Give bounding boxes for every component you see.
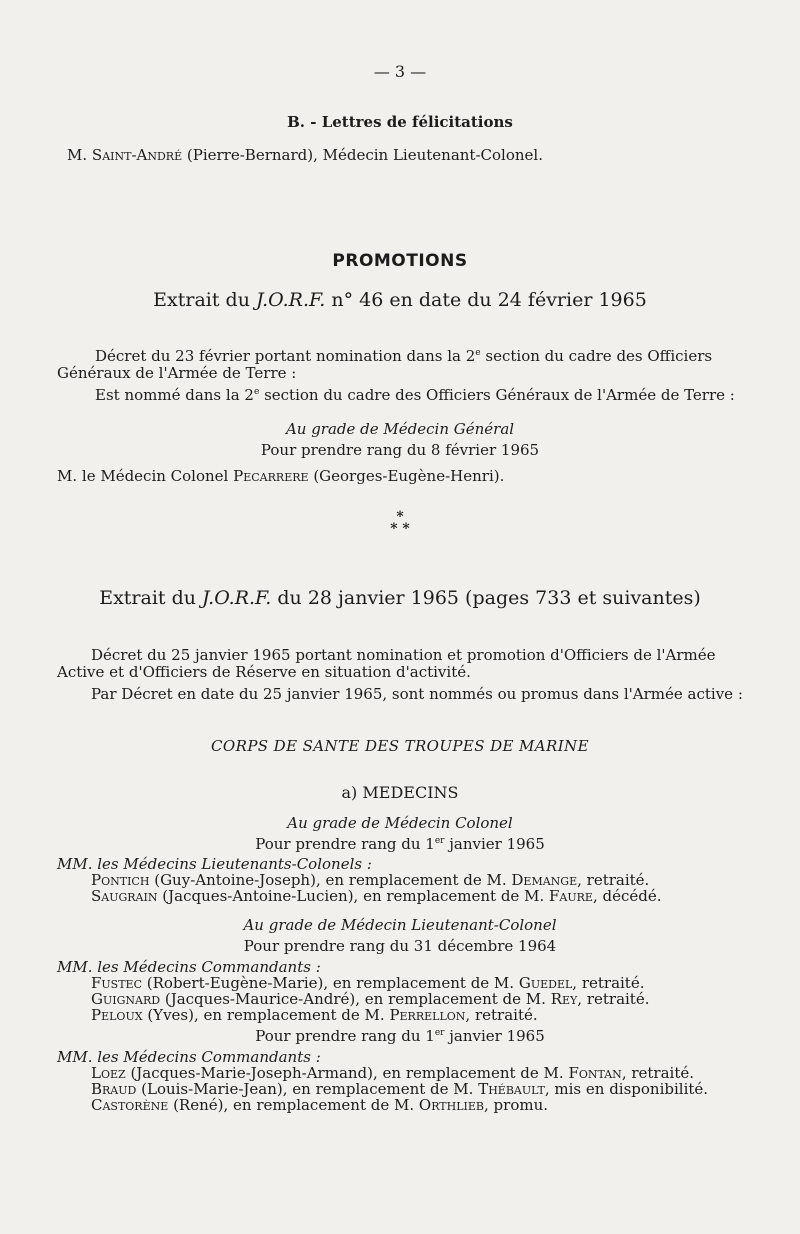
decree-1-line-2: Généraux de l'Armée de Terre : bbox=[57, 364, 297, 382]
corps-heading: CORPS DE SANTE DES TROUPES DE MARINE bbox=[211, 737, 589, 755]
person-name: Braud bbox=[91, 1080, 137, 1098]
person-name: Saugrain bbox=[91, 887, 158, 905]
person-name: Pontich bbox=[91, 871, 150, 889]
rank-date-colonel: Pour prendre rang du 1er janvier 1965 bbox=[255, 835, 545, 853]
asterism-top: * bbox=[396, 509, 404, 525]
person-name: Peloux bbox=[91, 1006, 143, 1024]
decree-1-line-3: Est nommé dans la 2e section du cadre des Officiers Généraux de l'Armée de Terre : bbox=[95, 386, 735, 404]
rank-date-1: Pour prendre rang du 8 février 1965 bbox=[260, 441, 540, 459]
promotions-title: PROMOTIONS bbox=[332, 251, 468, 271]
decree-2-line-2: Active et d'Officiers de Réserve en situation d'activité. bbox=[57, 663, 471, 681]
section-b-heading: B. - Lettres de félicitations bbox=[287, 113, 513, 131]
list-item: Loez (Jacques-Marie-Joseph-Armand), en remplacement de M. Fontan, retraité. bbox=[91, 1064, 695, 1082]
list-item: Pontich (Guy-Antoine-Joseph), en remplacement de M. Demange, retraité. bbox=[91, 871, 650, 889]
list-item: Braud (Louis-Marie-Jean), en remplacement de M. Thébault, mis en disponibilité. bbox=[91, 1080, 709, 1098]
decree-1-line-1: Décret du 23 février portant nomination dans la 2e section du cadre des Officiers bbox=[95, 347, 713, 365]
list-item: Peloux (Yves), en remplacement de M. Perrellon, retraité. bbox=[91, 1006, 538, 1024]
grade-heading-general: Au grade de Médecin Général bbox=[285, 420, 515, 438]
person-name: Loez bbox=[91, 1064, 126, 1082]
section-b-entry: M. Saint-André (Pierre-Bernard), Médecin Lieutenant-Colonel. bbox=[67, 146, 543, 164]
list-item: Castorène (René), en remplacement de M. Orthlieb, promu. bbox=[91, 1096, 549, 1114]
list-item: Guignard (Jacques-Maurice-André), en remplacement de M. Rey, retraité. bbox=[91, 990, 650, 1008]
group-commandants-1: MM. les Médecins Commandants : bbox=[57, 958, 321, 976]
list-item: Saugrain (Jacques-Antoine-Lucien), en remplacement de M. Faure, décédé. bbox=[91, 887, 662, 905]
rank-date-lieutenant-colonel: Pour prendre rang du 31 décembre 1964 bbox=[243, 937, 557, 955]
person-name: Fustec bbox=[91, 974, 142, 992]
page-number: — 3 — bbox=[373, 62, 427, 81]
promoted-person-1: M. le Médecin Colonel Pecarrere (Georges-Eugène-Henri). bbox=[57, 467, 505, 485]
decree-2-line-3: Par Décret en date du 25 janvier 1965, sont nommés ou promus dans l'Armée active : bbox=[91, 685, 743, 703]
person-name: Guignard bbox=[91, 990, 161, 1008]
group-lieutenants-colonels: MM. les Médecins Lieutenants-Colonels : bbox=[57, 855, 372, 873]
grade-heading-colonel: Au grade de Médecin Colonel bbox=[287, 814, 513, 832]
person-name: Castorène bbox=[91, 1096, 169, 1114]
list-item: Fustec (Robert-Eugène-Marie), en remplacement de M. Guedel, retraité. bbox=[91, 974, 645, 992]
extract-heading-2: Extrait du J.O.R.F. du 28 janvier 1965 (pages 733 et suivantes) bbox=[99, 587, 701, 609]
asterism-bottom: * * bbox=[390, 521, 410, 537]
group-commandants-2: MM. les Médecins Commandants : bbox=[57, 1048, 321, 1066]
extract-heading-1: Extrait du J.O.R.F. n° 46 en date du 24 février 1965 bbox=[153, 289, 647, 311]
person-name: Pecarrere bbox=[233, 467, 309, 485]
grade-heading-lieutenant-colonel: Au grade de Médecin Lieutenant-Colonel bbox=[243, 916, 557, 934]
subsection-heading: a) MEDECINS bbox=[341, 783, 459, 802]
person-name: Saint-André bbox=[91, 146, 183, 164]
rank-date-commandants-2: Pour prendre rang du 1er janvier 1965 bbox=[255, 1027, 545, 1045]
decree-2-line-1: Décret du 25 janvier 1965 portant nomination et promotion d'Officiers de l'Armée bbox=[91, 646, 716, 664]
